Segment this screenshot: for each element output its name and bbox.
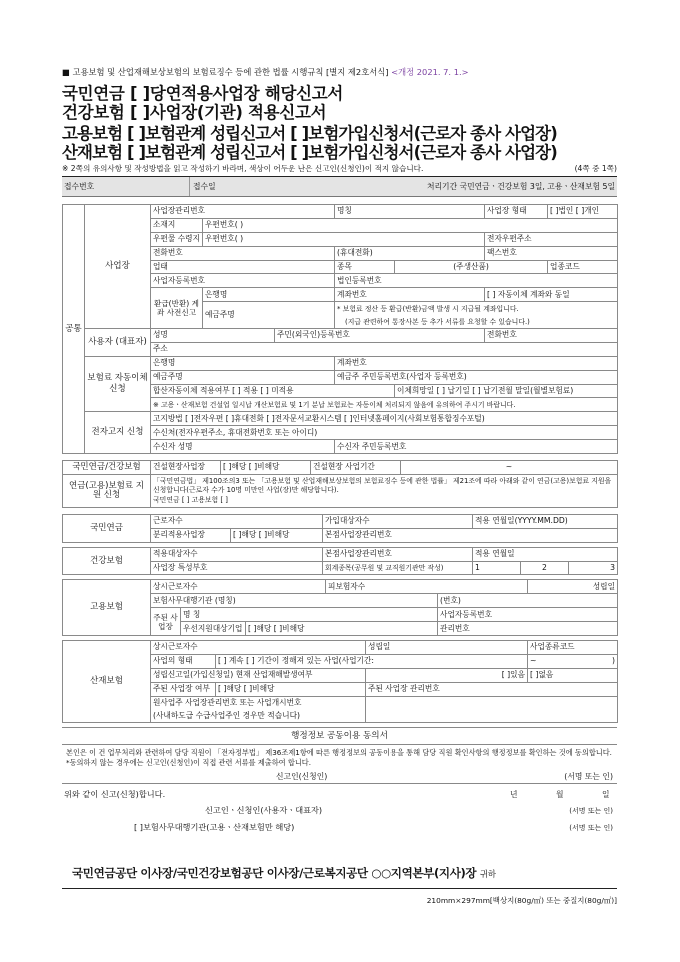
fax-field[interactable]: 팩스번호 [485,246,618,260]
employer-label: 사용자 (대표자) [85,329,151,357]
refund-note-1: * 보험료 정산 등 환급(반환)금액 발생 시 지급될 계좌입니다. [335,302,618,315]
reporter-sign[interactable]: (서명 또는 인) [569,807,613,816]
form-titles [62,84,617,162]
business-type-field[interactable]: 업태 [151,260,335,274]
title-accident: 산재보험 [ ]보험관계 성립신고서 [ ]보험가입신청서(근로자 종사 사업장) [62,143,557,162]
addressee [72,865,496,881]
construction-label: 국민연금/건강보험 [63,461,151,475]
pension-main-no-field[interactable]: 본점사업장관리번호 [323,528,618,542]
pension-insured-field[interactable]: 가입대상자수 [323,514,473,528]
paper-spec: 210mm×297mm[백상지(80g/㎡) 또는 중질지(80g/㎡)] [426,896,617,905]
auto-transfer-same-checkbox[interactable]: [ ] 자동이체 계좌와 동일 [485,288,618,302]
notice-recipient-field[interactable]: 수신처(전자우편주소, 휴대전화번호 또는 아이디) [151,426,618,440]
accident-disaster-label: 성립신고일(가입신청일) 현재 산업재해발생여부 [151,668,366,682]
corp-reg-no-field[interactable]: 법인등록번호 [335,274,618,288]
accident-section [62,640,618,723]
refund-account-no-field[interactable]: 계좌번호 [335,288,485,302]
agency-row [62,819,617,836]
pension-apply-date-field[interactable]: 적용 연월일(YYYY.MM.DD) [473,514,618,528]
employment-mgmt-no-field[interactable]: 관리번호 [438,622,618,636]
accident-form-label: 사업의 형태 [151,654,216,668]
accident-regular-field[interactable]: 상시근로자수 [151,641,366,655]
revision-date: <개정 2021. 7. 1.> [391,67,469,77]
title-health: 건강보험 [ ]사업장(기관) 적용신고서 [62,103,327,122]
health-section [62,547,618,576]
premium-holder-id-field[interactable]: 예금주 주민등록번호(사업자 등록번호) [335,370,618,384]
mobile-field[interactable]: (휴대전화) [335,246,485,260]
construction-section [62,460,618,508]
consent-body: 본인은 이 건 업무처리와 관련하여 담당 직원이 「전자정부법」 제36조제1항에 따른 행정정보의 공동이용을 통해 담당 직원 확인사항의 행정정보를 확인하는 것에 동의합니다. *동의하지 않는 경우에는 신고인(신청인)이 직접 관련 서류를 제출하여 합니다. [66,748,612,768]
health-code-2[interactable]: 2 [521,561,569,575]
date-month[interactable]: 월 [556,790,564,800]
accident-form-options[interactable]: [ ] 계속 [ ] 기간이 정해져 있는 사업(사업기간: [216,654,528,668]
accident-subcontract-field[interactable] [366,696,618,723]
refund-bank-field[interactable]: 은행명 [203,288,335,302]
receipt-number: 접수번호 [64,182,95,191]
employment-label: 고용보험 [63,580,151,636]
merge-transfer-options[interactable]: 합산자동이체 적용여부 [ ] 적용 [ ] 미적용 [151,384,395,398]
health-label: 건강보험 [63,547,151,575]
construction-site-options[interactable]: [ ]해당 [ ]비해당 [221,461,311,475]
consent-box [62,727,617,784]
health-targets-field[interactable]: 적용대상자수 [151,547,323,561]
employment-main-biz-label: 주된 사업장 [151,608,181,636]
page-count: (4쪽 중 1쪽) [574,164,617,173]
regulation-text: ■ 고용보험 및 산업재해보상보험의 보험료징수 등에 관한 법률 시행규칙 [별지 제2호서식] [62,67,389,77]
processing-period: 처리기간 국민연금ㆍ건강보험 3일, 고용ㆍ산재보험 5일 [426,182,615,191]
refund-account-label: 환급(반환) 계좌 사전신고 [151,288,203,329]
date-year[interactable]: 년 [510,790,518,800]
reporter-label: 신고인ㆍ신청인(사용자ㆍ대표자) [205,805,323,816]
workplace-form-options[interactable]: [ ]법인 [ ]개인 [548,205,618,219]
employment-regular-field[interactable]: 상시근로자수 [151,580,326,594]
recipient-rrn-field[interactable]: 수신자 주민등록번호 [335,440,618,454]
location-label: 소재지 [151,218,203,232]
employment-established-field[interactable]: 성립일 [528,580,618,594]
accident-main-no-field[interactable]: 주된 사업장 관리번호 [366,682,618,696]
pension-branch-options[interactable]: [ ]해당 [ ]비해당 [231,528,323,542]
accident-main-biz-options[interactable]: [ ]해당 [ ]비해당 [216,682,366,696]
premium-account-field[interactable]: 계좌번호 [335,356,618,370]
pension-label: 국민연금 [63,514,151,542]
consent-applicant-label: 신고인(신청인) [276,772,328,782]
subsidy-text-cell [151,474,618,507]
employer-phone-field[interactable]: 전화번호 [485,329,618,343]
health-account-code-label: 회계종목(공무원 및 교직원기관만 작성) [323,561,473,575]
title-employment: 고용보험 [ ]보험관계 성립신고서 [ ]보험가입신청서(근로자 종사 사업장) [62,124,557,143]
workplace-form-label: 사업장 형태 [485,205,548,219]
pension-section [62,514,618,543]
premium-transfer-label: 보험료 자동이체신청 [85,356,151,412]
instruction-note [62,163,617,174]
notice-method-options[interactable]: 고지방법 [ ]전자우편 [ ]휴대전화 [ ]전자문서교환시스템 [ ]인터넷홈페이지(사회보험통합징수포털) [151,412,618,426]
subsidy-options[interactable]: 국민연금 [ ] 고용보험 [ ] [153,495,228,504]
employment-agency-no-field[interactable]: (번호) [438,594,618,608]
accident-main-biz-label: 주된 사업장 여부 [151,682,216,696]
common-group-label: 공통 [63,205,85,454]
e-notice-label: 전자고지 신청 [85,412,151,454]
health-code-3[interactable]: 3 [569,561,618,575]
consent-signature-row [62,768,617,784]
reception-bar [62,176,617,197]
location-postcode[interactable]: 우편번호( ) [203,218,618,232]
mgmt-no-field[interactable]: 사업장관리번호 [151,205,335,219]
premium-note: ※ 고용ㆍ산재보험 건설업 일시납 개산보험료 및 1기 분납 보험료는 자동이체 처리되지 않음에 유의하여 주시기 바랍니다. [151,398,618,412]
pension-branch-label: 분리적용사업장 [151,528,231,542]
employment-priority-options[interactable]: [ ]해당 [ ]비해당 [246,622,438,636]
premium-holder-field[interactable]: 예금주명 [151,370,335,384]
pension-workers-field[interactable]: 근로자수 [151,514,323,528]
declaration-text: 위와 같이 신고(신청)합니다. [64,789,166,800]
consent-title: 행정정보 공동이용 동의서 [62,728,617,745]
industry-code-field[interactable]: 업종코드 [548,260,618,274]
mail-place-label: 우편물 수령지 [151,232,203,246]
health-main-no-field[interactable]: 본점사업장관리번호 [323,547,473,561]
employment-agency-field[interactable]: 보험사무대행기관 (명칭) [151,594,438,608]
pay-day-options[interactable]: 이체희망일 [ ] 납기일 [ ] 납기전월 말일(월별보험료) [395,384,618,398]
accident-form-period[interactable] [528,654,618,668]
premium-bank-field[interactable]: 은행명 [151,356,335,370]
accident-label: 산재보험 [63,641,151,723]
employer-rrn-field[interactable]: 주민(외국인)등록번호 [275,329,485,343]
regulation-header [62,66,617,78]
accident-established-field[interactable]: 성립일 [366,641,528,655]
refund-note-2: (지급 관련하여 통장사본 등 추가 서류를 요청할 수 있습니다.) [335,315,618,328]
bottom-rule [62,888,617,889]
addressee-suffix: 귀하 [479,870,496,880]
consent-sign[interactable]: (서명 또는 인) [564,772,613,782]
subsidy-label: 연금(고용)보험료 지원 신청 [63,474,151,507]
phone-field[interactable]: 전화번호 [151,246,335,260]
email-field[interactable]: 전자우편주소 [485,232,618,246]
instruction-text: ※ 2쪽의 유의사항 및 작성방법을 읽고 작성하기 바라며, 색상이 어두운 난은 신고인(신청인)이 적지 않습니다. [62,164,424,173]
accident-period-close: ) [612,656,616,666]
accident-disaster-no[interactable]: [ ]없음 [528,668,618,682]
accident-period-tilde: ~ [530,656,537,666]
accident-disaster-yes[interactable]: [ ]있음 [366,668,528,682]
employment-priority-label: 우선지원대상기업 [181,622,246,636]
main-product-field[interactable]: (주생산품) [395,260,548,274]
workplace-label: 사업장 [85,205,151,329]
construction-period-field[interactable]: ~ [401,461,618,475]
addressee-text: 국민연금공단 이사장/국민건강보험공단 이사장/근로복지공단 ○○지역본부(지사)장 [72,866,477,880]
accident-type-code-field[interactable]: 사업종류코드 [528,641,618,655]
recipient-name-field[interactable]: 수신자 성명 [151,440,335,454]
accident-subcontract-label: 원사업주 사업장관리번호 또는 사업개시번호 [151,696,366,709]
subsidy-text: 「국민연금법」 제100조의3 또는 「고용보험 및 산업재해보상보험의 보험료징수 등에 관한 법률」 제21조에 따라 아래와 같이 연금(고용)보험료 지원을 신청합니다(근로자 수가 10명 미만인 사업(장)만 해당합니다). [153,476,612,495]
date-day[interactable]: 일 [602,790,610,800]
form-page [62,66,617,905]
common-section [62,204,618,454]
employment-insured-field[interactable]: 피보험자수 [326,580,528,594]
accident-subcontract-note: (사내하도급 수급사업주인 경우만 적습니다) [151,710,366,723]
health-apply-date-field[interactable]: 적용 연월일 [473,547,618,561]
employment-name-field[interactable]: 명 칭 [181,608,438,622]
item-field[interactable]: 종목 [335,260,395,274]
title-pension: 국민연금 [ ]당연적용사업장 해당신고서 [62,84,344,103]
health-code-1[interactable]: 1 [473,561,521,575]
employment-biz-reg-field[interactable]: 사업자등록번호 [438,608,618,622]
employer-address-field[interactable]: 주소 [151,342,618,356]
reporter-row [62,802,617,819]
agency-sign[interactable]: (서명 또는 인) [569,824,613,833]
employer-name-field[interactable]: 성명 [151,329,275,343]
health-feature-code-field[interactable]: 사업장 특성부호 [151,561,323,575]
workplace-name-field[interactable]: 명칭 [335,205,485,219]
receipt-date: 접수일 [189,177,427,196]
employment-section [62,579,618,636]
biz-reg-no-field[interactable]: 사업자등록번호 [151,274,335,288]
agency-label: [ ]보험사무대행기관(고용ㆍ산재보험만 해당) [134,822,295,833]
declaration-row [62,784,617,802]
construction-site-label: 건설현장사업장 [151,461,221,475]
mail-postcode[interactable]: 우편번호( ) [203,232,485,246]
refund-holder-field[interactable]: 예금주명 [203,302,335,329]
construction-period-label: 건설현장 사업기간 [311,461,401,475]
